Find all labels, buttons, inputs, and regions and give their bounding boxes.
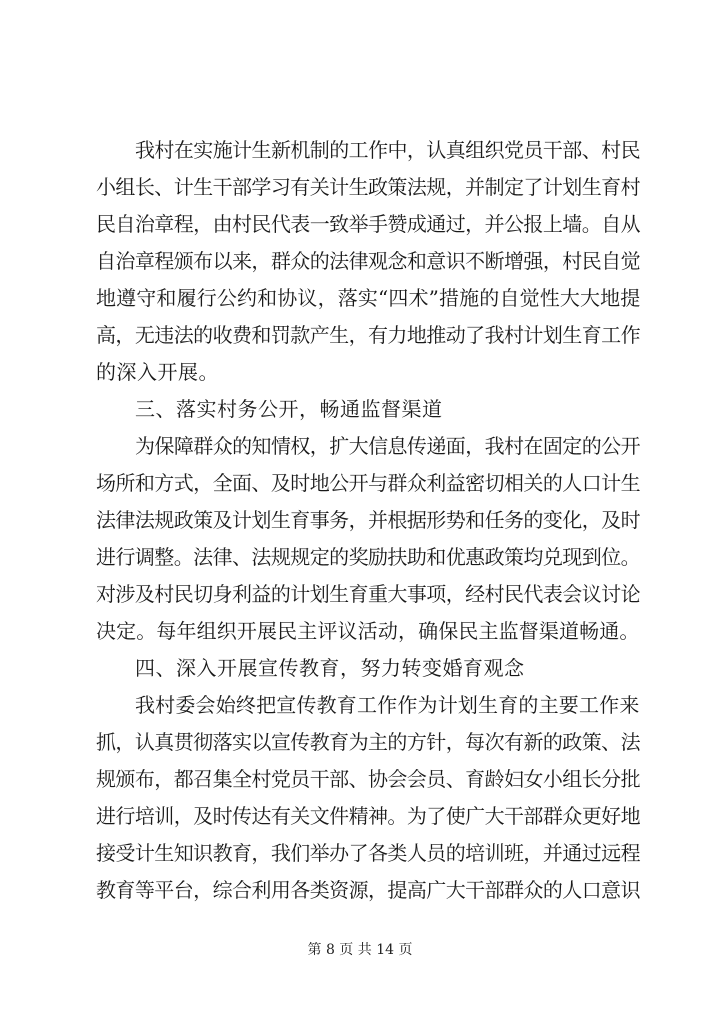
paragraph-line: 我村在实施计生新机制的工作中，认真组织党员干部、村民 — [135, 138, 640, 162]
paragraph-line: 场所和方式，全面、及时地公开与群众利益密切相关的人口计生 — [96, 471, 640, 495]
paragraph-line: 地遵守和履行公约和协议，落实“四术”措施的自觉性大大地提 — [96, 286, 641, 310]
paragraph-line: 抓，认真贯彻落实以宣传教育为主的方针，每次有新的政策、法 — [96, 730, 640, 754]
paragraph-line: 法律法规政策及计划生育事务，并根据形势和任务的变化，及时 — [96, 508, 640, 532]
paragraph-line: 对涉及村民切身利益的计划生育重大事项，经村民代表会议讨论 — [96, 582, 640, 606]
paragraph-line: 规颁布，都召集全村党员干部、协会会员、育龄妇女小组长分批 — [96, 767, 640, 791]
paragraph-line: 小组长、计生干部学习有关计生政策法规，并制定了计划生育村 — [96, 175, 640, 199]
section-heading: 三、落实村务公开，畅通监督渠道 — [135, 397, 443, 421]
paragraph-line: 自治章程颁布以来，群众的法律观念和意识不断增强，村民自觉 — [96, 249, 640, 273]
paragraph-line: 高，无违法的收费和罚款产生，有力地推动了我村计划生育工作 — [96, 323, 640, 347]
page-number-footer: 第 8 页 共 14 页 — [307, 942, 413, 958]
paragraph-line: 接受计生知识教育，我们举办了各类人员的培训班，并通过远程 — [96, 841, 640, 865]
paragraph-line: 民自治章程，由村民代表一致举手赞成通过，并公报上墙。自从 — [96, 212, 640, 236]
paragraph-line: 为保障群众的知情权，扩大信息传递面，我村在固定的公开 — [135, 434, 640, 458]
paragraph-line: 教育等平台，综合利用各类资源，提高广大干部群众的人口意识 — [96, 878, 640, 902]
paragraph-line: 进行调整。法律、法规规定的奖励扶助和优惠政策均兑现到位。 — [96, 545, 640, 569]
paragraph-line: 的深入开展。 — [96, 360, 219, 384]
paragraph-line: 决定。每年组织开展民主评议活动，确保民主监督渠道畅通。 — [96, 619, 640, 643]
paragraph-line: 进行培训，及时传达有关文件精神。为了使广大干部群众更好地 — [96, 804, 640, 828]
section-heading: 四、深入开展宣传教育，努力转变婚育观念 — [135, 656, 525, 680]
paragraph-line: 我村委会始终把宣传教育工作作为计划生育的主要工作来 — [135, 693, 640, 717]
